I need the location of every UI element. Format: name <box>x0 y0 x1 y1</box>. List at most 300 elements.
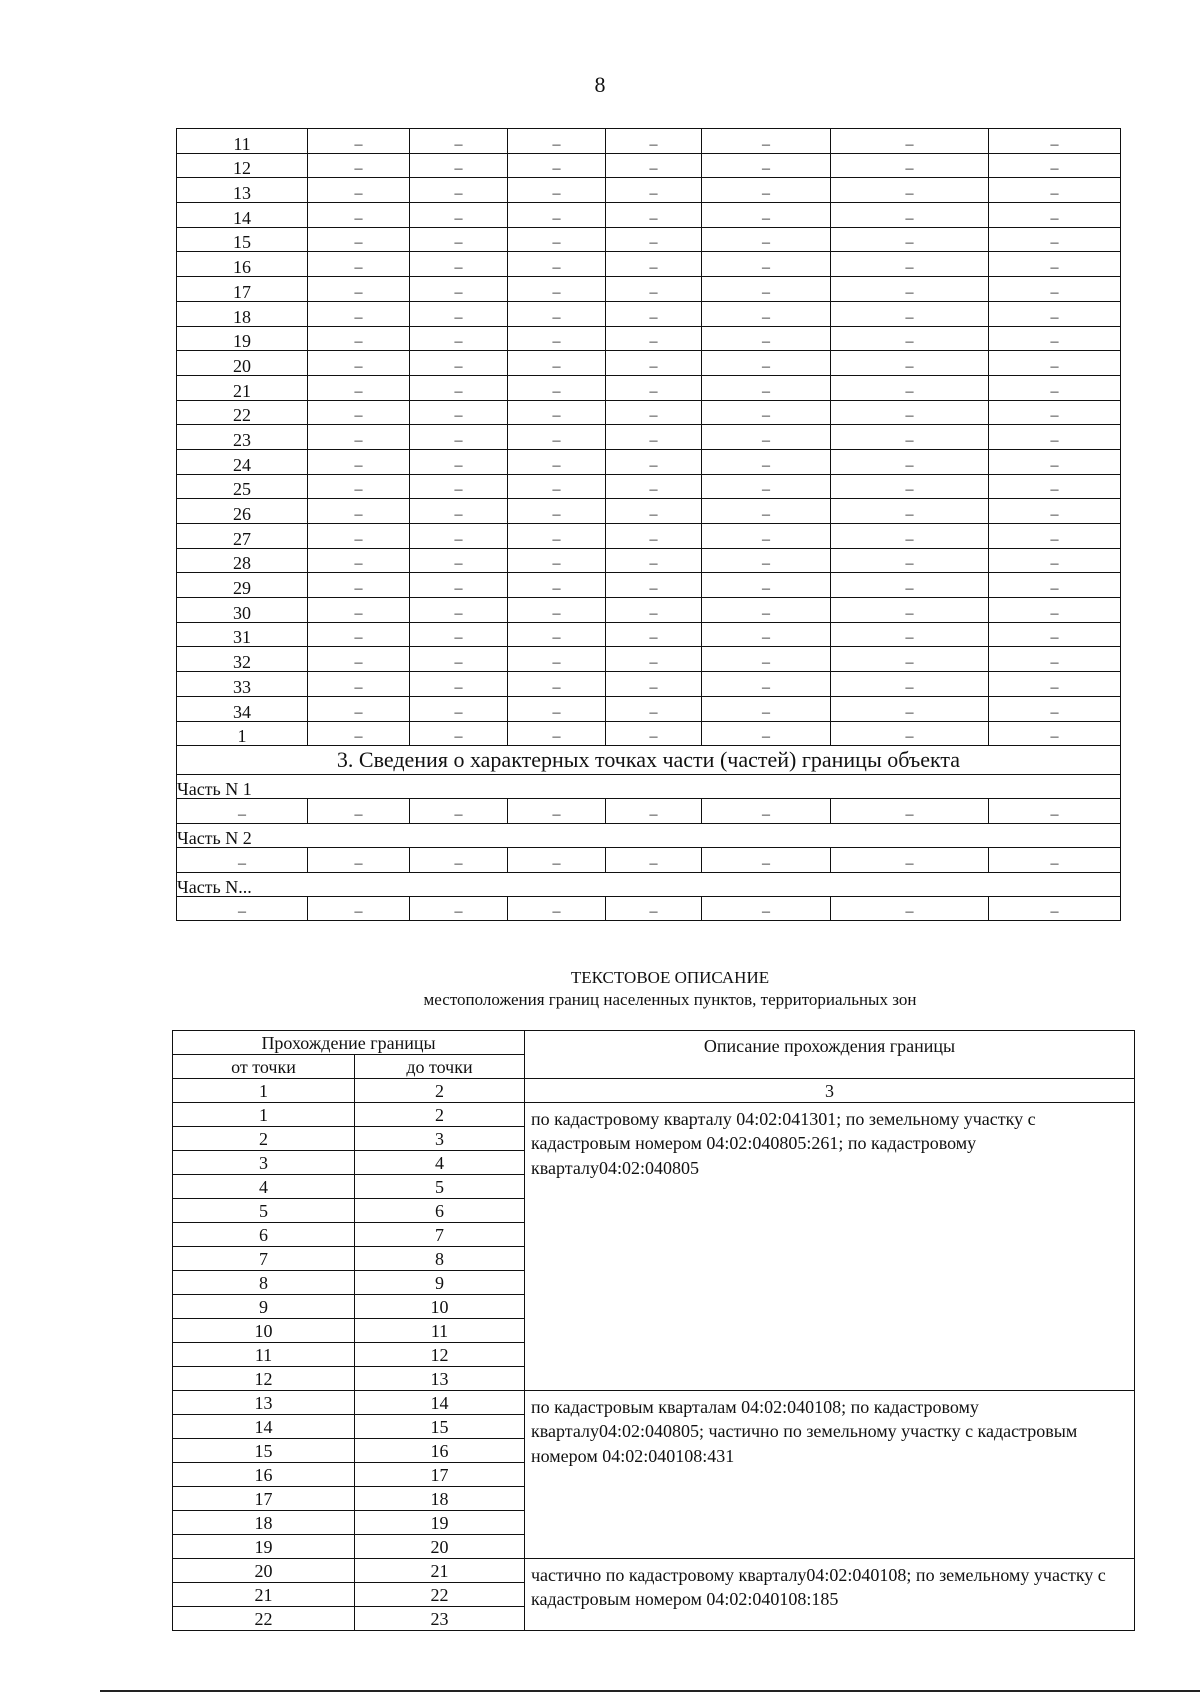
empty-value: – <box>410 400 508 425</box>
empty-value: – <box>702 301 831 326</box>
point-number: 28 <box>177 548 308 573</box>
empty-value: – <box>508 598 606 623</box>
empty-value: – <box>508 252 606 277</box>
point-number: 24 <box>177 449 308 474</box>
point-row <box>177 573 1121 598</box>
part-label: Часть N 2 <box>177 823 1121 847</box>
part-label: Часть N 1 <box>177 775 1121 799</box>
empty-value: – <box>702 647 831 672</box>
empty-value: – <box>606 499 702 524</box>
empty-value: – <box>989 721 1121 746</box>
from-point: 13 <box>173 1391 355 1415</box>
empty-value: – <box>989 178 1121 203</box>
empty-value: – <box>308 425 410 450</box>
empty-value: – <box>606 252 702 277</box>
empty-value: – <box>508 672 606 697</box>
empty-value: – <box>606 622 702 647</box>
empty-value: – <box>508 227 606 252</box>
empty-value: – <box>606 573 702 598</box>
header-description: Описание прохождения границы <box>525 1031 1135 1079</box>
empty-value: – <box>702 896 831 921</box>
to-point: 16 <box>355 1439 525 1463</box>
empty-value: – <box>308 721 410 746</box>
empty-value: – <box>702 721 831 746</box>
point-row <box>177 326 1121 351</box>
empty-value: – <box>989 548 1121 573</box>
passage-row <box>173 1559 1135 1583</box>
part-label-row <box>177 823 1121 847</box>
empty-value: – <box>831 326 989 351</box>
empty-value: – <box>831 647 989 672</box>
from-point: 19 <box>173 1535 355 1559</box>
empty-value: – <box>410 277 508 302</box>
empty-value: – <box>308 847 410 872</box>
point-row <box>177 474 1121 499</box>
from-point: 17 <box>173 1487 355 1511</box>
empty-value: – <box>831 375 989 400</box>
empty-value: – <box>410 598 508 623</box>
part-values-row <box>177 799 1121 824</box>
empty-value: – <box>410 896 508 921</box>
empty-value: – <box>989 847 1121 872</box>
to-point: 11 <box>355 1319 525 1343</box>
empty-value: – <box>410 375 508 400</box>
from-point: 1 <box>173 1103 355 1127</box>
empty-value: – <box>606 449 702 474</box>
empty-value: – <box>410 696 508 721</box>
point-number: 31 <box>177 622 308 647</box>
from-point: 8 <box>173 1271 355 1295</box>
from-point: 20 <box>173 1559 355 1583</box>
empty-value: – <box>702 672 831 697</box>
empty-value: – <box>989 573 1121 598</box>
empty-value: – <box>410 721 508 746</box>
boundary-description: по кадастровым кварталам 04:02:040108; по кадастровому кварталу04:02:040805; частично по земельному участку с кадастровым номером 04:02:040108:431 <box>525 1391 1135 1559</box>
empty-value: – <box>606 326 702 351</box>
point-number: 12 <box>177 153 308 178</box>
empty-value: – <box>508 896 606 921</box>
empty-value: – <box>702 449 831 474</box>
empty-value: – <box>410 548 508 573</box>
point-row <box>177 203 1121 228</box>
point-number: 17 <box>177 277 308 302</box>
empty-value: – <box>606 598 702 623</box>
from-point: 3 <box>173 1151 355 1175</box>
empty-value: – <box>308 153 410 178</box>
empty-value: – <box>308 351 410 376</box>
point-row <box>177 153 1121 178</box>
empty-value: – <box>508 474 606 499</box>
empty-value: – <box>508 499 606 524</box>
passage-row <box>173 1391 1135 1415</box>
empty-value: – <box>702 178 831 203</box>
empty-value: – <box>410 799 508 824</box>
empty-value: – <box>308 227 410 252</box>
point-row <box>177 425 1121 450</box>
boundary-description: частично по кадастровому кварталу04:02:040108; по земельному участку с кадастровым номером 04:02:040108:185 <box>525 1559 1135 1631</box>
empty-value: – <box>508 400 606 425</box>
empty-value: – <box>508 548 606 573</box>
empty-value: – <box>606 847 702 872</box>
bottom-rule <box>100 1690 1200 1692</box>
empty-value: – <box>702 847 831 872</box>
empty-value: – <box>989 647 1121 672</box>
boundary-description: по кадастровому кварталу 04:02:041301; по земельному участку с кадастровым номером 04:02:040805:261; по кадастровому кварталу04:02:040805 <box>525 1103 1135 1391</box>
empty-value: – <box>989 622 1121 647</box>
empty-value: – <box>308 301 410 326</box>
empty-value: – <box>508 375 606 400</box>
empty-value: – <box>606 129 702 154</box>
empty-value: – <box>989 375 1121 400</box>
empty-value: – <box>606 896 702 921</box>
empty-value: – <box>989 301 1121 326</box>
empty-value: – <box>410 252 508 277</box>
empty-value: – <box>831 672 989 697</box>
point-number: 25 <box>177 474 308 499</box>
header-from: от точки <box>173 1055 355 1079</box>
empty-value: – <box>308 178 410 203</box>
part-point-number: – <box>177 799 308 824</box>
point-row <box>177 499 1121 524</box>
point-number: 18 <box>177 301 308 326</box>
empty-value: – <box>831 351 989 376</box>
empty-value: – <box>989 896 1121 921</box>
empty-value: – <box>606 548 702 573</box>
to-point: 3 <box>355 1127 525 1151</box>
empty-value: – <box>308 548 410 573</box>
empty-value: – <box>508 203 606 228</box>
from-point: 18 <box>173 1511 355 1535</box>
point-number: 27 <box>177 524 308 549</box>
empty-value: – <box>989 400 1121 425</box>
empty-value: – <box>606 375 702 400</box>
point-number: 14 <box>177 203 308 228</box>
empty-value: – <box>831 847 989 872</box>
point-number: 32 <box>177 647 308 672</box>
point-row <box>177 252 1121 277</box>
empty-value: – <box>410 499 508 524</box>
empty-value: – <box>508 696 606 721</box>
empty-value: – <box>606 153 702 178</box>
empty-value: – <box>410 227 508 252</box>
point-number: 23 <box>177 425 308 450</box>
empty-value: – <box>989 277 1121 302</box>
point-row <box>177 178 1121 203</box>
empty-value: – <box>606 301 702 326</box>
point-row <box>177 548 1121 573</box>
from-point: 15 <box>173 1439 355 1463</box>
to-point: 19 <box>355 1511 525 1535</box>
to-point: 18 <box>355 1487 525 1511</box>
empty-value: – <box>702 499 831 524</box>
point-number: 19 <box>177 326 308 351</box>
part-label-row <box>177 775 1121 799</box>
point-row <box>177 375 1121 400</box>
from-point: 22 <box>173 1607 355 1631</box>
empty-value: – <box>508 721 606 746</box>
empty-value: – <box>410 524 508 549</box>
empty-value: – <box>410 351 508 376</box>
empty-value: – <box>702 153 831 178</box>
empty-value: – <box>831 474 989 499</box>
empty-value: – <box>831 252 989 277</box>
to-point: 4 <box>355 1151 525 1175</box>
empty-value: – <box>702 252 831 277</box>
to-point: 5 <box>355 1175 525 1199</box>
col-number-to: 2 <box>355 1079 525 1103</box>
from-point: 16 <box>173 1463 355 1487</box>
to-point: 22 <box>355 1583 525 1607</box>
col-number-description: 3 <box>525 1079 1135 1103</box>
to-point: 8 <box>355 1247 525 1271</box>
empty-value: – <box>702 799 831 824</box>
empty-value: – <box>308 622 410 647</box>
to-point: 15 <box>355 1415 525 1439</box>
empty-value: – <box>606 277 702 302</box>
empty-value: – <box>308 696 410 721</box>
empty-value: – <box>308 277 410 302</box>
point-number: 21 <box>177 375 308 400</box>
empty-value: – <box>606 672 702 697</box>
empty-value: – <box>831 400 989 425</box>
empty-value: – <box>606 696 702 721</box>
empty-value: – <box>606 799 702 824</box>
empty-value: – <box>831 622 989 647</box>
empty-value: – <box>989 672 1121 697</box>
empty-value: – <box>989 203 1121 228</box>
empty-value: – <box>308 499 410 524</box>
empty-value: – <box>702 622 831 647</box>
section-title: 3. Сведения о характерных точках части (частей) границы объекта <box>177 746 1121 775</box>
passage-row <box>173 1103 1135 1127</box>
empty-value: – <box>410 573 508 598</box>
empty-value: – <box>410 449 508 474</box>
coordinates-table <box>176 128 1121 921</box>
from-point: 4 <box>173 1175 355 1199</box>
empty-value: – <box>989 524 1121 549</box>
point-row <box>177 672 1121 697</box>
empty-value: – <box>989 474 1121 499</box>
to-point: 2 <box>355 1103 525 1127</box>
empty-value: – <box>308 896 410 921</box>
header-to: до точки <box>355 1055 525 1079</box>
empty-value: – <box>606 425 702 450</box>
empty-value: – <box>606 400 702 425</box>
empty-value: – <box>606 178 702 203</box>
empty-value: – <box>989 326 1121 351</box>
from-point: 7 <box>173 1247 355 1271</box>
empty-value: – <box>508 301 606 326</box>
point-row <box>177 622 1121 647</box>
empty-value: – <box>702 474 831 499</box>
text-description-subtitle: местоположения границ населенных пунктов, территориальных зон <box>423 990 917 1009</box>
empty-value: – <box>702 598 831 623</box>
empty-value: – <box>831 227 989 252</box>
empty-value: – <box>831 449 989 474</box>
empty-value: – <box>702 129 831 154</box>
empty-value: – <box>308 400 410 425</box>
empty-value: – <box>508 178 606 203</box>
empty-value: – <box>308 326 410 351</box>
empty-value: – <box>410 153 508 178</box>
point-row <box>177 227 1121 252</box>
empty-value: – <box>308 129 410 154</box>
empty-value: – <box>508 425 606 450</box>
empty-value: – <box>308 252 410 277</box>
empty-value: – <box>410 672 508 697</box>
empty-value: – <box>702 277 831 302</box>
point-number: 29 <box>177 573 308 598</box>
to-point: 6 <box>355 1199 525 1223</box>
empty-value: – <box>702 375 831 400</box>
empty-value: – <box>702 573 831 598</box>
point-number: 15 <box>177 227 308 252</box>
empty-value: – <box>606 351 702 376</box>
empty-value: – <box>702 227 831 252</box>
empty-value: – <box>831 129 989 154</box>
part-point-number: – <box>177 896 308 921</box>
empty-value: – <box>410 474 508 499</box>
to-point: 21 <box>355 1559 525 1583</box>
empty-value: – <box>989 129 1121 154</box>
to-point: 14 <box>355 1391 525 1415</box>
empty-value: – <box>410 129 508 154</box>
empty-value: – <box>831 153 989 178</box>
empty-value: – <box>831 277 989 302</box>
empty-value: – <box>308 573 410 598</box>
empty-value: – <box>308 474 410 499</box>
from-point: 21 <box>173 1583 355 1607</box>
empty-value: – <box>989 351 1121 376</box>
point-number: 30 <box>177 598 308 623</box>
point-number: 13 <box>177 178 308 203</box>
empty-value: – <box>606 227 702 252</box>
header-row <box>173 1031 1135 1055</box>
empty-value: – <box>702 425 831 450</box>
part-label: Часть N... <box>177 872 1121 896</box>
to-point: 7 <box>355 1223 525 1247</box>
empty-value: – <box>831 573 989 598</box>
empty-value: – <box>508 799 606 824</box>
boundary-description-table <box>172 1030 1135 1631</box>
point-row <box>177 351 1121 376</box>
empty-value: – <box>989 696 1121 721</box>
from-point: 2 <box>173 1127 355 1151</box>
text-description-title: ТЕКСТОВОЕ ОПИСАНИЕ <box>570 968 770 987</box>
empty-value: – <box>831 178 989 203</box>
empty-value: – <box>410 647 508 672</box>
empty-value: – <box>508 647 606 672</box>
empty-value: – <box>989 449 1121 474</box>
point-number: 22 <box>177 400 308 425</box>
empty-value: – <box>702 326 831 351</box>
part-values-row <box>177 896 1121 921</box>
empty-value: – <box>702 696 831 721</box>
empty-value: – <box>606 647 702 672</box>
empty-value: – <box>831 696 989 721</box>
empty-value: – <box>606 203 702 228</box>
empty-value: – <box>508 326 606 351</box>
empty-value: – <box>410 203 508 228</box>
empty-value: – <box>508 351 606 376</box>
point-number: 34 <box>177 696 308 721</box>
point-row <box>177 301 1121 326</box>
page-number: 8 <box>594 72 606 97</box>
empty-value: – <box>508 573 606 598</box>
empty-value: – <box>308 375 410 400</box>
empty-value: – <box>831 301 989 326</box>
empty-value: – <box>702 400 831 425</box>
empty-value: – <box>606 721 702 746</box>
empty-value: – <box>308 647 410 672</box>
empty-value: – <box>989 799 1121 824</box>
part-values-row <box>177 847 1121 872</box>
empty-value: – <box>410 326 508 351</box>
to-point: 17 <box>355 1463 525 1487</box>
empty-value: – <box>831 499 989 524</box>
part-label-row <box>177 872 1121 896</box>
from-point: 10 <box>173 1319 355 1343</box>
to-point: 20 <box>355 1535 525 1559</box>
to-point: 12 <box>355 1343 525 1367</box>
point-row <box>177 277 1121 302</box>
to-point: 10 <box>355 1295 525 1319</box>
empty-value: – <box>410 301 508 326</box>
empty-value: – <box>989 499 1121 524</box>
empty-value: – <box>308 449 410 474</box>
point-number: 1 <box>177 721 308 746</box>
point-row <box>177 696 1121 721</box>
empty-value: – <box>508 153 606 178</box>
column-number-row <box>173 1079 1135 1103</box>
empty-value: – <box>308 524 410 549</box>
point-number: 16 <box>177 252 308 277</box>
empty-value: – <box>831 598 989 623</box>
empty-value: – <box>508 129 606 154</box>
empty-value: – <box>308 672 410 697</box>
empty-value: – <box>989 598 1121 623</box>
empty-value: – <box>308 799 410 824</box>
from-point: 12 <box>173 1367 355 1391</box>
header-passage: Прохождение границы <box>173 1031 525 1055</box>
empty-value: – <box>308 598 410 623</box>
from-point: 11 <box>173 1343 355 1367</box>
empty-value: – <box>989 227 1121 252</box>
empty-value: – <box>702 203 831 228</box>
empty-value: – <box>831 425 989 450</box>
empty-value: – <box>989 252 1121 277</box>
empty-value: – <box>831 203 989 228</box>
from-point: 14 <box>173 1415 355 1439</box>
empty-value: – <box>410 622 508 647</box>
point-row <box>177 721 1121 746</box>
point-row <box>177 524 1121 549</box>
point-row <box>177 598 1121 623</box>
to-point: 13 <box>355 1367 525 1391</box>
empty-value: – <box>702 548 831 573</box>
part-point-number: – <box>177 847 308 872</box>
point-number: 11 <box>177 129 308 154</box>
col-number-from: 1 <box>173 1079 355 1103</box>
to-point: 23 <box>355 1607 525 1631</box>
point-number: 33 <box>177 672 308 697</box>
empty-value: – <box>831 548 989 573</box>
empty-value: – <box>702 524 831 549</box>
from-point: 5 <box>173 1199 355 1223</box>
empty-value: – <box>606 474 702 499</box>
point-row <box>177 449 1121 474</box>
empty-value: – <box>831 896 989 921</box>
